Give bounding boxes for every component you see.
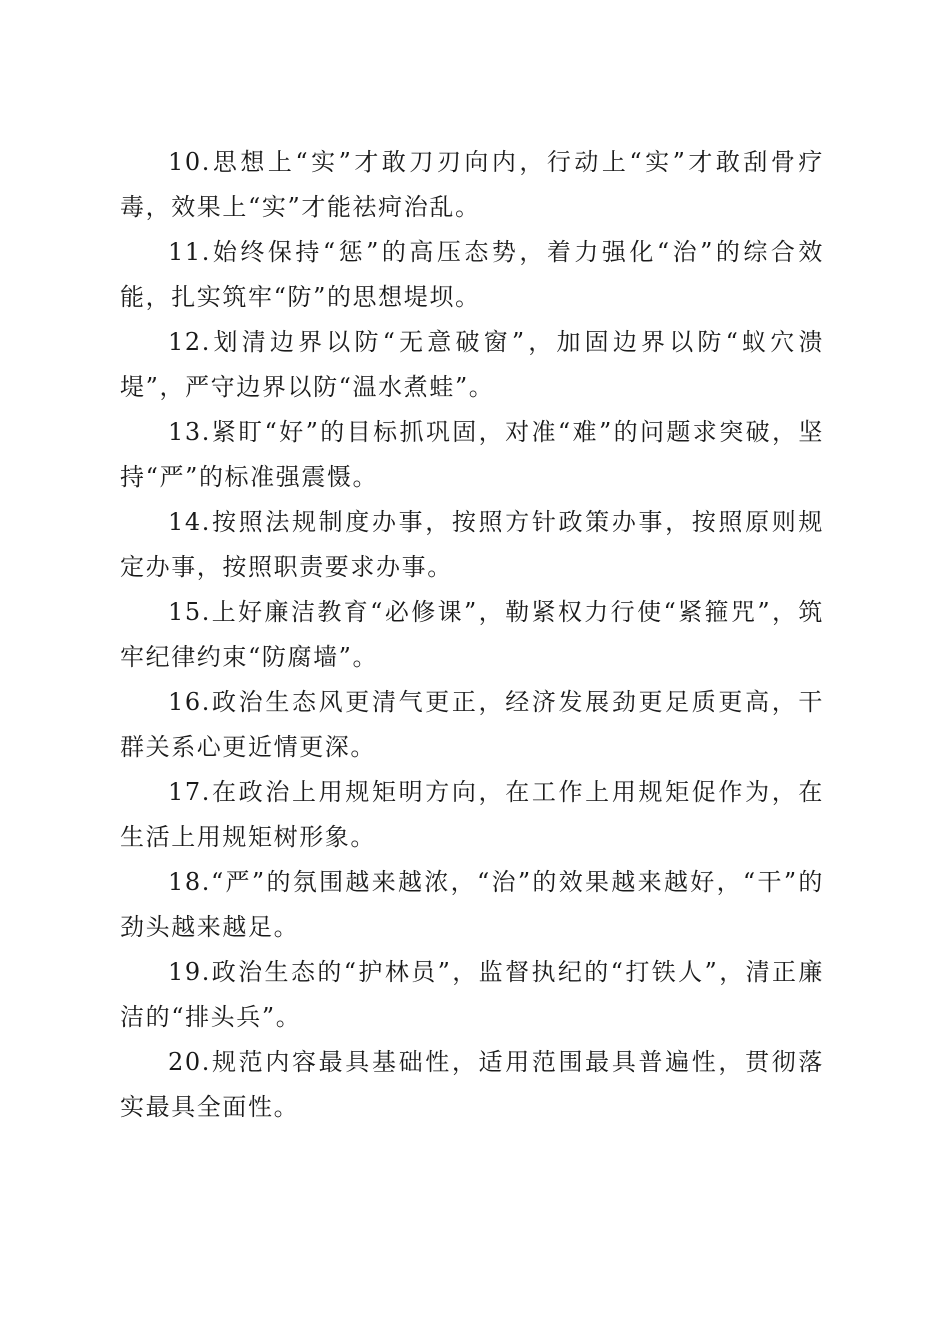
paragraph-13: 13.紧盯“好”的目标抓巩固，对准“难”的问题求突破，坚持“严”的标准强震慑。 — [120, 418, 824, 491]
paragraph-15: 15.上好廉洁教育“必修课”，勒紧权力行使“紧箍咒”，筑牢纪律约束“防腐墙”。 — [120, 598, 824, 671]
paragraph-19: 19.政治生态的“护林员”，监督执纪的“打铁人”，清正廉洁的“排头兵”。 — [120, 958, 824, 1031]
document-body — [120, 140, 824, 1130]
paragraph-14: 14.按照法规制度办事，按照方针政策办事，按照原则规定办事，按照职责要求办事。 — [120, 508, 824, 581]
paragraph-12: 12.划清边界以防“无意破窗”，加固边界以防“蚁穴溃堤”，严守边界以防“温水煮蛙”。 — [120, 328, 824, 401]
paragraph-20: 20.规范内容最具基础性，适用范围最具普遍性，贯彻落实最具全面性。 — [120, 1048, 824, 1121]
paragraph-17: 17.在政治上用规矩明方向，在工作上用规矩促作为，在生活上用规矩树形象。 — [120, 778, 824, 851]
paragraph-10: 10.思想上“实”才敢刀刃向内，行动上“实”才敢刮骨疗毒，效果上“实”才能祛疴治乱。 — [120, 148, 824, 221]
paragraph-16: 16.政治生态风更清气更正，经济发展劲更足质更高，干群关系心更近情更深。 — [120, 688, 824, 761]
paragraph-18: 18.“严”的氛围越来越浓，“治”的效果越来越好，“干”的劲头越来越足。 — [120, 868, 824, 941]
paragraph-11: 11.始终保持“惩”的高压态势，着力强化“治”的综合效能，扎实筑牢“防”的思想堤坝。 — [120, 238, 824, 311]
